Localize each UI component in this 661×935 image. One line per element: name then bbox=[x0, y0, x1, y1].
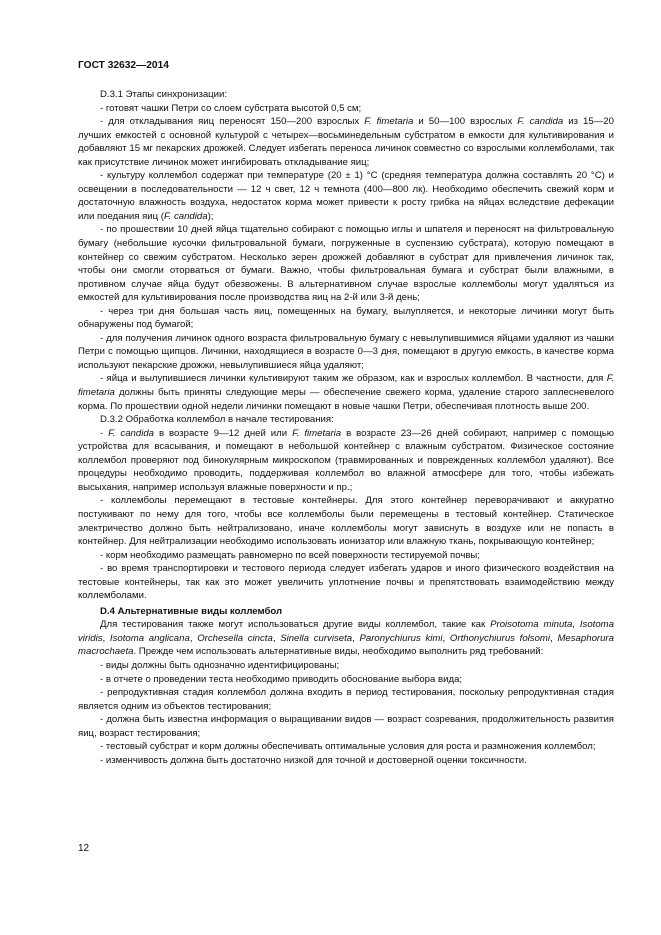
paragraph: - культуру коллембол содержат при температуре (20 ± 1) °С (средняя температура должна составлять 20 °С) и освещении в последовательности — 12 ч свет, 12 ч темнота (400—800 лк). Необходимо обеспечить свежий корм и достаточную влажность воздуха, недостаток корма может привести к росту грибка на яйцах вследствие дефекации или поедания яиц (F. candida); bbox=[78, 170, 614, 222]
list-item: - изменчивость должна быть достаточно низкой для точной и достоверной оценки токсичности. bbox=[100, 754, 527, 766]
species-name: F. candida bbox=[164, 210, 208, 222]
species-name: Orthonychiurus folsomi bbox=[449, 632, 551, 644]
species-name: Mesaphorura macrochaeta bbox=[78, 632, 614, 658]
species-name: Proisotoma minuta bbox=[490, 619, 573, 631]
paragraph: - корм необходимо размещать равномерно по всей поверхности тестируемой почвы; bbox=[100, 549, 480, 561]
section-heading-d4: D.4 Альтернативные виды коллембол bbox=[100, 605, 283, 617]
species-name: Isotoma viridis bbox=[78, 619, 614, 644]
paragraph: - для получения личинок одного возраста фильтровальную бумагу с невылупившимися яйцами удаляют из чашки Петри с помощью щипцов. Личинки, находящиеся в возрасте 0—3 дня, помещают в другую емкость, в качестве корма используют пекарские дрожжи, невылупившиеся яйца удаляют; bbox=[78, 332, 614, 371]
list-item: - должна быть известна информация о выращивании видов — возраст созревания, продолжительность развития яиц, возраст тестирования; bbox=[78, 714, 614, 739]
section-heading-d32: D.3.2 Обработка коллембол в начале тестирования: bbox=[100, 414, 334, 426]
list-item: - виды должны быть однозначно идентифицированы; bbox=[100, 659, 340, 671]
page-number: 12 bbox=[78, 843, 90, 854]
species-name: F. fimetaria bbox=[292, 427, 342, 439]
paragraph: - для откладывания яиц переносят 150—200 взрослых F. fimetaria и 50—100 взрослых F. candida из 15—20 лучших емкостей с основной культурой с четырех—восьминедельным субстратом в емкости для культивирования и добавляют 15 мг пекарских дрожжей. Следует избегать переноса личинок совместно со взрослыми коллемболами, так как присутствие личинок может ингибировать откладывание яиц; bbox=[78, 116, 614, 168]
list-item: - тестовый субстрат и корм должны обеспечивать оптимальные условия для роста и размножения коллембол; bbox=[100, 741, 596, 753]
paragraph: - яйца и вылупившиеся личинки культивируют таким же образом, как и взрослых коллембол. В частности, для F. fimetaria должны быть приняты следующие меры — обеспечение свежего корма, удаление старого заплесневелого корма. По прошествии одной недели личинки помещают в новые чашки Петри, обеспечивая плотность выше 200. bbox=[78, 373, 614, 412]
document-body bbox=[78, 88, 614, 767]
paragraph: - по прошествии 10 дней яйца тщательно собирают с помощью иглы и шпателя и переносят на фильтровальную бумагу (небольшие кусочки фильтровальной бумаги, погруженные в суспензию субстрата), которую помещают в контейнер со свежим субстратом. Несколько зерен дрожжей добавляют в субстрат для привлечения личинок так, чтобы они смогли оторваться от бумаги. Важно, чтобы фильтровальная бумага и субстрат были влажными, в противном случае яйца будут обезвожены. В альтернативном случае взрослые коллемболы могут удаляться из емкостей для культивирования после производства яиц на 2-й или 3-й день; bbox=[78, 224, 614, 304]
paragraph: - во время транспортировки и тестового периода следует избегать ударов и иного физического воздействия на тестовые контейнеры, так как это может увеличить уплотнение почвы и препятствовать взаимодействию между коллемболами. bbox=[78, 563, 614, 602]
list-item: - в отчете о проведении теста необходимо приводить обоснование выбора вида; bbox=[100, 673, 463, 685]
paragraph: - готовят чашки Петри со слоем субстрата высотой 0,5 см; bbox=[100, 102, 362, 114]
paragraph: Для тестирования также могут использоваться другие виды коллембол, такие как Proisotoma minuta, Isotoma viridis, Isotoma anglicana, Orchesella cincta, Sinella curviseta, Paronychiurus kimi, Orthonychiurus folsomi, Mesaphorura macrochaeta. Прежде чем использовать альтернативные виды, необходимо выполнить ряд требований: bbox=[78, 619, 614, 658]
page-header: ГОСТ 32632—2014 bbox=[78, 60, 169, 71]
species-name: F. fimetaria bbox=[78, 373, 614, 399]
species-name: Paronychiurus kimi bbox=[359, 632, 443, 644]
species-name: F. fimetaria bbox=[364, 116, 414, 128]
list-item: - репродуктивная стадия коллембол должна входить в период тестирования, поскольку репродуктивная стадия является одним из объектов тестирования; bbox=[78, 687, 614, 712]
paragraph: - коллемболы перемещают в тестовые контейнеры. Для этого контейнер переворачивают и аккуратно постукивают по нему для того, чтобы все коллемболы были перемещены в тестовый контейнер. Статическое электричество должно быть нейтрализовано, иначе коллемболы могут зависнуть в воздухе или не попасть в контейнер. Для нейтрализации необходимо использовать ионизатор или влажную ткань, покрывающую контейнер; bbox=[78, 495, 614, 548]
paragraph: - F. candida в возрасте 9—12 дней или F. fimetaria в возрасте 23—26 дней собирают, например с помощью устройства для всасывания, и помещают в небольшой контейнер с влажным субстратом. Физическое состояние коллембол проверяют под бинокулярным микроскопом (травмированных и поврежденных коллембол удаляют). Все процедуры необходимо проводить, поддерживая коллембол во влажной атмосфере для того, чтобы избежать высыхания, например используя влажные поверхности и пр.; bbox=[78, 427, 614, 493]
species-name: Orchesella cincta bbox=[197, 632, 273, 644]
species-name: Isotoma anglicana bbox=[109, 632, 190, 644]
species-name: F. candida bbox=[108, 427, 155, 439]
section-heading-d31: D.3.1 Этапы синхронизации: bbox=[100, 89, 228, 100]
species-name: F. candida bbox=[517, 116, 564, 128]
species-name: Sinella curviseta bbox=[280, 632, 353, 644]
paragraph: - через три дня большая часть яиц, помещенных на бумагу, вылупляется, и некоторые личинки могут быть обнаружены под бумагой; bbox=[78, 305, 614, 331]
